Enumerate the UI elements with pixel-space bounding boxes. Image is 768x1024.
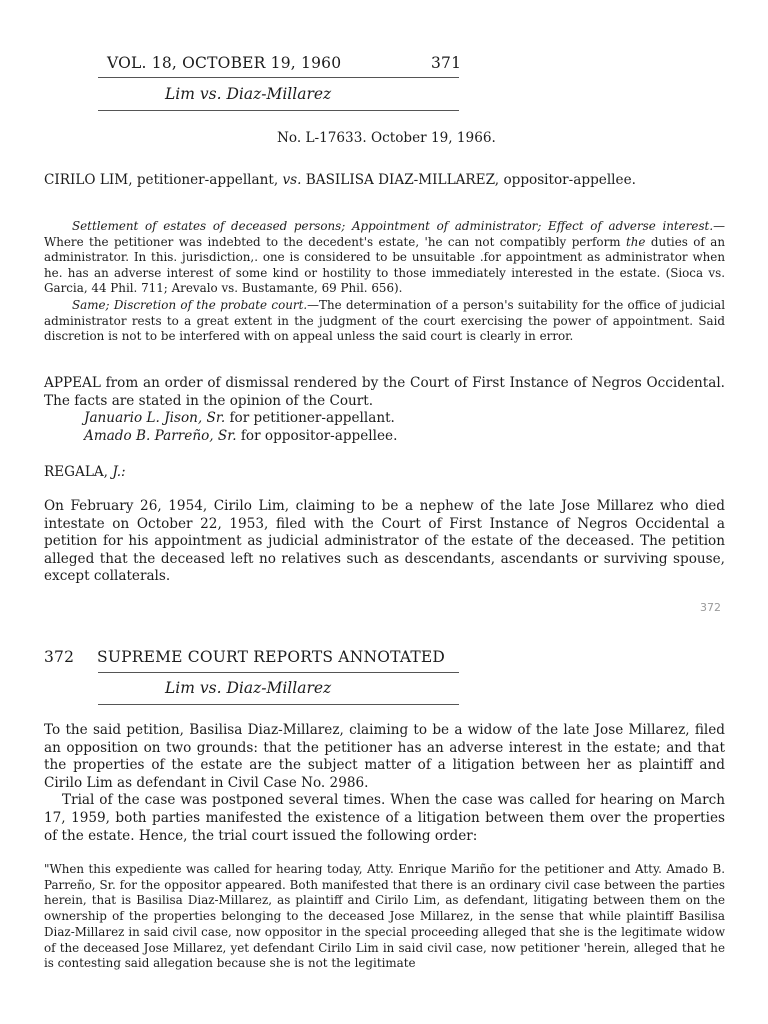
respondent-name: BASILISA DIAZ-MILLAREZ [301,172,495,188]
running-head-page-number: 372 [44,648,75,666]
running-head-short-title: Lim vs. Diaz-Millarez [165,85,332,103]
opinion-continued [44,722,725,845]
syllabus-topic: Same; Discretion of the probate court. [72,297,308,312]
appeal-statement: APPEAL from an order of dismissal rendered by the Court of First Instance of Negros Occidental. The facts are stated in the opinion of the Court. [44,375,725,409]
counsel-line: Amado B. Parreño, Sr. for oppositor-appellee. [84,427,398,444]
case-parties [44,172,636,190]
syllabus-paragraph: Settlement of estates of deceased persons; Appointment of administrator; Effect of adverse interest.—Where the petitioner was indebted to the decedent's estate, 'he can not compatibly perform the duties of an administrator. In this. jurisdiction,. one is considered to be unsuitable .for appointment as administrator when he. has an adverse interest of some kind or hostility to those immediately interested in the estate. (Sioca vs. Garcia, 44 Phil. 711; Arevalo vs. Bustamante, 69 Phil. 656). [44,219,726,296]
running-head-short-title: Lim vs. Diaz-Millarez [165,679,332,697]
syllabus-paragraph: Same; Discretion of the probate court.—The determination of a person's suitability for the office of judicial administrator rests to a great extent in the judgment of the court exercising the power of appointment. Said discretion is not to be interfered with on appeal unless the said court is clearly in error. [44,297,725,344]
quoted-order [44,862,725,972]
opinion-paragraph: To the said petition, Basilisa Diaz-Millarez, claiming to be a widow of the late Jose Millarez, filed an opposition on two grounds: that the petitioner has an adverse interest in the estate; and that the properties of the estate are the subject matter of a litigation between her as plaintiff and Cirilo Lim as defendant in Civil Case No. 2986. [44,722,725,791]
petitioner-role: , petitioner-appellant, [128,172,283,188]
syllabus [44,219,725,345]
opinion-opening [44,498,725,586]
header-rule [98,672,459,673]
header-rule [98,704,459,705]
footer-page-number: 372 [700,601,721,614]
petitioner-name: CIRILO LIM [44,172,129,188]
counsel-line: Januario L. Jison, Sr. for petitioner-appellant. [84,410,395,427]
syllabus-topic: Settlement of estates of deceased persons; Appointment of administrator; Effect of adverse interest. [72,219,714,233]
appeal-block [44,375,725,445]
header-rule [98,110,459,111]
running-head-reporter: SUPREME COURT REPORTS ANNOTATED [97,648,446,666]
header-rule [98,77,459,78]
running-head-volume: VOL. 18, OCTOBER 19, 1960 [107,54,342,72]
ponente: REGALA, J.: [44,464,126,480]
opinion-paragraph: On February 26, 1954, Cirilo Lim, claiming to be a nephew of the late Jose Millarez who died intestate on October 22, 1953, filed with the Court of First Instance of Negros Occidental a petition for his appointment as judicial administrator of the estate of the deceased. The petition alleged that the deceased left no relatives such as descendants, ascendants or surviving spouse, except collaterals. [44,498,725,585]
case-number: No. L-17633. October 19, 1966. [277,130,496,146]
opinion-paragraph: Trial of the case was postponed several times. When the case was called for hearing on March 17, 1959, both parties manifested the existence of a litigation between them over the properties of the estate. Hence, the trial court issued the following order: [44,792,725,844]
quote-paragraph: "When this expediente was called for hearing today, Atty. Enrique Mariño for the petitioner and Atty. Amado B. Parreño, Sr. for the oppositor appeared. Both manifested that there is an ordinary civil case between the parties herein, that is Basilisa Diaz-Millarez, as plaintiff and Cirilo Lim, as defendant, litigating between them on the ownership of the properties belonging to the deceased Jose Millarez, in the sense that while plaintiff Basilisa Diaz-Millarez in said civil case, now oppositor in the special proceeding alleged that she is the legitimate widow of the deceased Jose Millarez, yet defendant Cirilo Lim in said civil case, now petitioner 'herein, alleged that he is contesting said allegation because she is not the legitimate [44,862,725,971]
versus: vs. [282,172,302,188]
running-head-page-number: 371 [431,54,462,72]
respondent-role: , oppositor-appellee. [494,172,636,188]
